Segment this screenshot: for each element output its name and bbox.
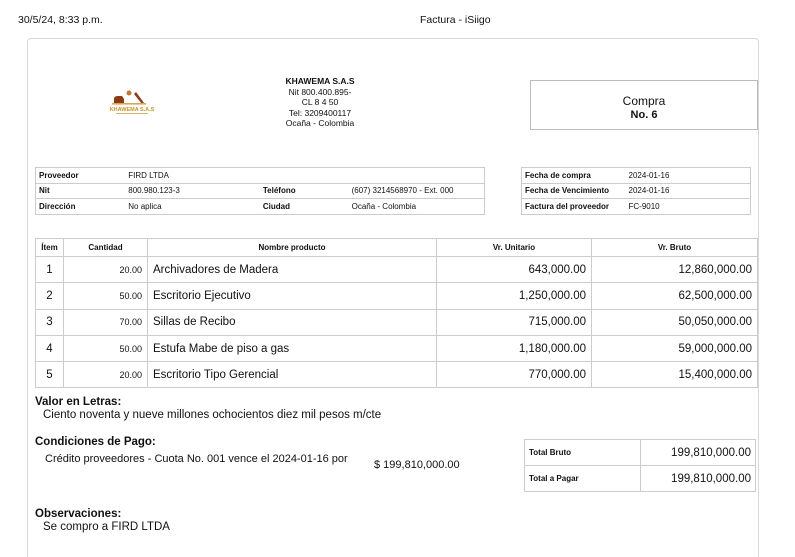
- due-date-value: 2024-01-16: [626, 183, 751, 199]
- purchase-date-value: 2024-01-16: [626, 168, 751, 184]
- row-gross-value: 59,000,000.00: [592, 335, 758, 361]
- supplier-invoice-label: Factura del proveedor: [522, 199, 626, 215]
- payment-amount: $ 199,810,000.00: [374, 459, 460, 471]
- table-row: [36, 283, 758, 309]
- row-gross-value: 62,500,000.00: [592, 283, 758, 309]
- payment-conditions-title: Condiciones de Pago:: [35, 436, 156, 448]
- row-unit-value: 1,250,000.00: [437, 283, 592, 309]
- logo-text: KHAWEMA S.A.S: [109, 107, 155, 113]
- row-quantity: 50.00: [64, 335, 148, 361]
- provider-value: FIRD LTDA: [125, 168, 260, 184]
- document-type-box: [530, 80, 758, 130]
- row-item: 1: [36, 257, 64, 283]
- header-item: Ítem: [36, 239, 64, 257]
- row-item: 2: [36, 283, 64, 309]
- amount-in-words-title: Valor en Letras:: [35, 396, 122, 408]
- row-quantity: 50.00: [64, 283, 148, 309]
- provider-label: Proveedor: [36, 168, 126, 184]
- print-datetime: 30/5/24, 8:33 p.m.: [18, 14, 103, 26]
- document-type: Compra: [622, 94, 666, 108]
- row-unit-value: 715,000.00: [437, 309, 592, 335]
- row-gross-value: 12,860,000.00: [592, 257, 758, 283]
- print-header: [18, 14, 777, 28]
- total-gross-value: 199,810,000.00: [641, 440, 756, 466]
- row-item: 3: [36, 309, 64, 335]
- row-product: Escritorio Tipo Gerencial: [148, 362, 437, 388]
- total-gross-label: Total Bruto: [525, 440, 641, 466]
- row-unit-value: 1,180,000.00: [437, 335, 592, 361]
- supplier-invoice-value: FC-9010: [626, 199, 751, 215]
- phone-label: Teléfono: [260, 183, 349, 199]
- nit-value: 800.980.123-3: [125, 183, 260, 199]
- row-product: Escritorio Ejecutivo: [148, 283, 437, 309]
- header-gross-value: Vr. Bruto: [592, 239, 758, 257]
- totals-table: [524, 439, 756, 492]
- city-value: Ocaña - Colombia: [349, 199, 485, 215]
- phone-value: (607) 3214568970 - Ext. 000: [349, 183, 485, 199]
- row-gross-value: 15,400,000.00: [592, 362, 758, 388]
- dates-table: [521, 167, 751, 215]
- table-row: [36, 309, 758, 335]
- row-unit-value: 770,000.00: [437, 362, 592, 388]
- due-date-label: Fecha de Vencimiento: [522, 183, 626, 199]
- supplier-info-table: [35, 167, 485, 215]
- company-name: KHAWEMA S.A.S: [285, 76, 355, 86]
- address-value: No aplica: [125, 199, 260, 215]
- row-gross-value: 50,050,000.00: [592, 309, 758, 335]
- table-row: [36, 335, 758, 361]
- row-quantity: 70.00: [64, 309, 148, 335]
- table-row: [36, 362, 758, 388]
- print-title: Factura - iSiigo: [420, 14, 491, 26]
- row-quantity: 20.00: [64, 257, 148, 283]
- header-unit-value: Vr. Unitario: [437, 239, 592, 257]
- company-city: Ocaña - Colombia: [285, 118, 355, 128]
- document-number: No. 6: [630, 109, 658, 121]
- row-product: Archivadores de Madera: [148, 257, 437, 283]
- header-quantity: Cantidad: [64, 239, 148, 257]
- city-label: Ciudad: [260, 199, 349, 215]
- address-label: Dirección: [36, 199, 126, 215]
- purchase-date-label: Fecha de compra: [522, 168, 626, 184]
- company-nit: Nit 800.400.895-: [288, 86, 352, 97]
- row-item: 5: [36, 362, 64, 388]
- total-payable-value: 199,810,000.00: [641, 466, 756, 492]
- table-row: [36, 257, 758, 283]
- items-table: [35, 238, 758, 388]
- payment-conditions-text: Crédito proveedores - Cuota No. 001 vence el 2024-01-16 por: [45, 453, 348, 465]
- company-phone: Tel: 3209400117: [288, 107, 352, 118]
- row-unit-value: 643,000.00: [437, 257, 592, 283]
- company-logo: [108, 89, 156, 117]
- observations-title: Observaciones:: [35, 508, 122, 520]
- observations-text: Se compro a FIRD LTDA: [43, 521, 170, 533]
- nit-label: Nit: [36, 183, 126, 199]
- row-item: 4: [36, 335, 64, 361]
- company-info: [240, 76, 400, 129]
- header-product: Nombre producto: [148, 239, 437, 257]
- row-product: Sillas de Recibo: [148, 309, 437, 335]
- items-header-row: [36, 239, 758, 257]
- row-product: Estufa Mabe de piso a gas: [148, 335, 437, 361]
- row-quantity: 20.00: [64, 362, 148, 388]
- amount-in-words-text: Ciento noventa y nueve millones ochocientos diez mil pesos m/cte: [43, 409, 382, 421]
- company-address: CL 8 4 50: [301, 97, 339, 107]
- total-payable-label: Total a Pagar: [525, 466, 641, 492]
